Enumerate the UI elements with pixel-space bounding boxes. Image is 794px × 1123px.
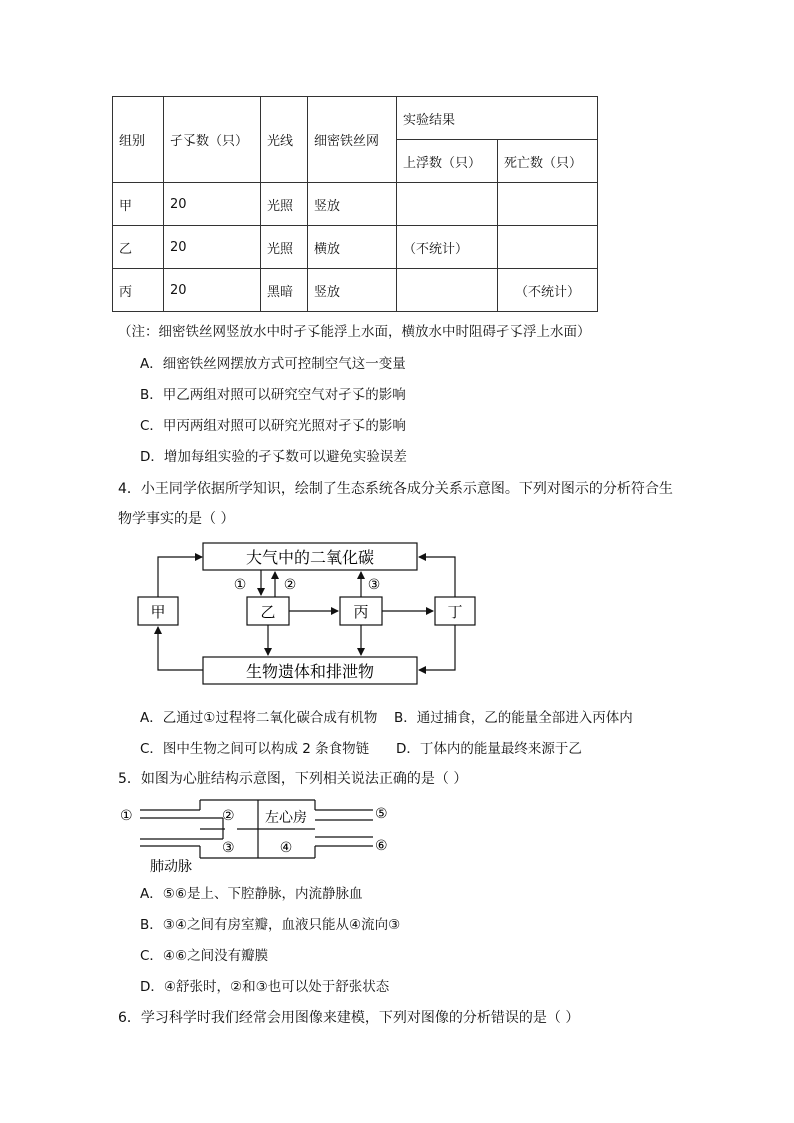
q3-option-a: A．细密铁丝网摆放方式可控制空气这一变量 [140, 356, 406, 372]
heart-label-1: ① [120, 808, 133, 824]
cell-dead [498, 226, 598, 269]
header-light: 光线 [261, 97, 308, 183]
cell-dead [498, 183, 598, 226]
header-group: 组别 [113, 97, 164, 183]
q4-option-a: A．乙通过①过程将二氧化碳合成有机物 [140, 710, 378, 726]
header-result: 实验结果 [397, 97, 598, 140]
pulmonary-artery-label: 肺动脉 [150, 859, 192, 875]
process-2-label: ② [283, 577, 297, 593]
cell-mesh: 横放 [308, 226, 397, 269]
table-row [113, 183, 598, 226]
q6-stem: 6．学习科学时我们经常会用图像来建模，下列对图像的分析错误的是（ ） [118, 1010, 580, 1026]
cell-mesh: 竖放 [308, 183, 397, 226]
cell-count: 20 [164, 226, 261, 269]
ding-label: 丁 [447, 603, 463, 621]
header-mesh: 细密铁丝网 [308, 97, 397, 183]
q5-option-d: D．④舒张时，②和③也可以处于舒张状态 [140, 979, 390, 995]
cell-group: 丙 [113, 269, 164, 312]
heart-label-2: ② [222, 808, 235, 824]
q5-option-b: B．③④之间有房室瓣，血液只能从④流向③ [140, 917, 401, 933]
cell-count: 20 [164, 183, 261, 226]
header-dead: 死亡数（只） [498, 140, 598, 183]
top-box-label: 大气中的二氧化碳 [245, 548, 375, 567]
heart-label-4: ④ [279, 840, 293, 856]
table-note: （注：细密铁丝网竖放水中时孑孓能浮上水面，横放水中时阻碍孑孓浮上水面） [118, 324, 591, 340]
heart-diagram [115, 796, 405, 876]
heart-label-5: ⑤ [375, 806, 388, 822]
jia-label: 甲 [150, 603, 166, 621]
heart-label-3: ③ [222, 840, 235, 856]
cell-light: 光照 [261, 226, 308, 269]
process-1-label: ① [233, 577, 247, 593]
ecosystem-diagram [130, 535, 490, 690]
q3-option-c: C．甲丙两组对照可以研究光照对孑孓的影响 [140, 418, 406, 434]
q4-option-c: C．图中生物之间可以构成 2 条食物链 [140, 741, 370, 757]
experiment-table [112, 96, 598, 312]
cell-light: 光照 [261, 183, 308, 226]
cell-dead: （不统计） [498, 269, 598, 312]
cell-float [397, 269, 498, 312]
cell-light: 黑暗 [261, 269, 308, 312]
yi-label: 乙 [260, 603, 276, 621]
cell-float [397, 183, 498, 226]
q4-stem-line2: 物学事实的是（ ） [118, 511, 235, 527]
q5-option-c: C．④⑥之间没有瓣膜 [140, 948, 269, 964]
process-3-label: ③ [367, 577, 381, 593]
heart-label-6: ⑥ [375, 838, 388, 854]
q3-option-d: D．增加每组实验的孑孓数可以避免实验误差 [140, 449, 407, 465]
cell-mesh: 竖放 [308, 269, 397, 312]
left-atrium-label: 左心房 [265, 810, 307, 826]
q4-stem-line1: 4．小王同学依据所学知识，绘制了生态系统各成分关系示意图。下列对图示的分析符合生 [118, 481, 673, 497]
table-row [113, 226, 598, 269]
header-float: 上浮数（只） [397, 140, 498, 183]
cell-float: （不统计） [397, 226, 498, 269]
q4-option-d: D．丁体内的能量最终来源于乙 [396, 741, 582, 757]
cell-count: 20 [164, 269, 261, 312]
cell-group: 甲 [113, 183, 164, 226]
table-row [113, 269, 598, 312]
q4-option-b: B．通过捕食，乙的能量全部进入丙体内 [394, 710, 633, 726]
cell-group: 乙 [113, 226, 164, 269]
bottom-box-label: 生物遗体和排泄物 [245, 662, 375, 681]
q3-option-b: B．甲乙两组对照可以研究空气对孑孓的影响 [140, 387, 406, 403]
header-count: 孑孓数（只） [164, 97, 261, 183]
q5-option-a: A．⑤⑥是上、下腔静脉，内流静脉血 [140, 886, 363, 902]
bing-label: 丙 [353, 603, 369, 621]
q5-stem: 5．如图为心脏结构示意图，下列相关说法正确的是（ ） [118, 771, 468, 787]
